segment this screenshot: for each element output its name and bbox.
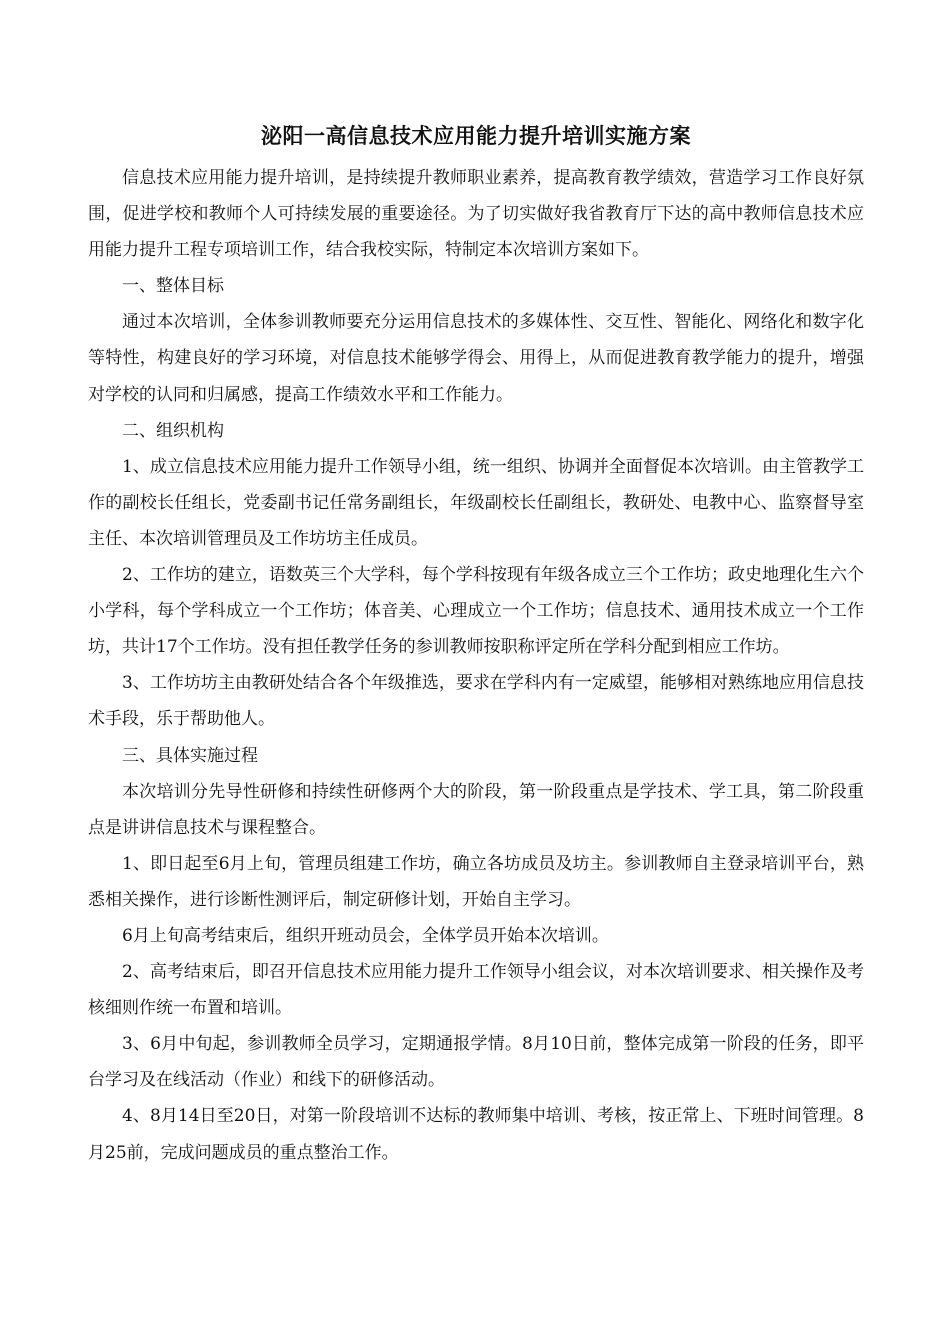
intro-paragraph: 信息技术应用能力提升培训，是持续提升教师职业素养，提高教育教学绩效，营造学习工作良好氛围，促进学校和教师个人可持续发展的重要途径。为了切实做好我省教育厅下达的高中教师信息技术应用能力提升工程专项培训工作，结合我校实际，特制定本次培训方案如下。 xyxy=(88,168,864,261)
implementation-item-4: 4、8月14日至20日，对第一阶段培训不达标的教师集中培训、考核，按正常上、下班时间管理。8月25前，完成问题成员的重点整治工作。 xyxy=(88,1106,864,1163)
document-page xyxy=(88,112,864,1171)
organization-item-2: 2、工作坊的建立，语数英三个大学科，每个学科按现有年级各成立三个工作坊；政史地理化生六个小学科，每个学科成立一个工作坊；体音美、心理成立一个工作坊；信息技术、通用技术成立一个工作坊，共计17个工作坊。没有担任教学任务的参训教师按职称评定所在学科分配到相应工作坊。 xyxy=(88,565,864,658)
implementation-item-3: 3、6月中旬起，参训教师全员学习，定期通报学情。8月10日前，整体完成第一阶段的任务，即平台学习及在线活动（作业）和线下的研修活动。 xyxy=(88,1034,864,1091)
implementation-item-2: 2、高考结束后，即召开信息技术应用能力提升工作领导小组会议，对本次培训要求、相关操作及考核细则作统一布置和培训。 xyxy=(88,962,864,1019)
document-title: 泌阳一高信息技术应用能力提升培训实施方案 xyxy=(261,124,691,148)
implementation-note: 6月上旬高考结束后，组织开班动员会，全体学员开始本次培训。 xyxy=(122,925,609,946)
section-heading-overall-goal: 一、整体目标 xyxy=(122,276,224,297)
section-heading-implementation: 三、具体实施过程 xyxy=(122,745,258,766)
organization-item-1: 1、成立信息技术应用能力提升工作领导小组，统一组织、协调并全面督促本次培训。由主管教学工作的副校长任组长，党委副书记任常务副组长，年级副校长任副组长，教研处、电教中心、监察督导室主任、本次培训管理员及工作坊坊主任成员。 xyxy=(88,456,864,549)
implementation-overview: 本次培训分先导性研修和持续性研修两个大的阶段，第一阶段重点是学技术、学工具，第二阶段重点是讲讲信息技术与课程整合。 xyxy=(88,781,864,838)
organization-item-3: 3、工作坊坊主由教研处结合各个年级推选，要求在学科内有一定威望，能够相对熟练地应用信息技术手段，乐于帮助他人。 xyxy=(88,673,864,730)
section-heading-organization: 二、组织机构 xyxy=(122,420,224,441)
goal-paragraph: 通过本次培训，全体参训教师要充分运用信息技术的多媒体性、交互性、智能化、网络化和数字化等特性，构建良好的学习环境，对信息技术能够学得会、用得上，从而促进教育教学能力的提升，增强对学校的认同和归属感，提高工作绩效水平和工作能力。 xyxy=(88,312,864,405)
implementation-item-1: 1、即日起至6月上旬，管理员组建工作坊，确立各坊成员及坊主。参训教师自主登录培训平台，熟悉相关操作，进行诊断性测评后，制定研修计划，开始自主学习。 xyxy=(88,853,864,910)
